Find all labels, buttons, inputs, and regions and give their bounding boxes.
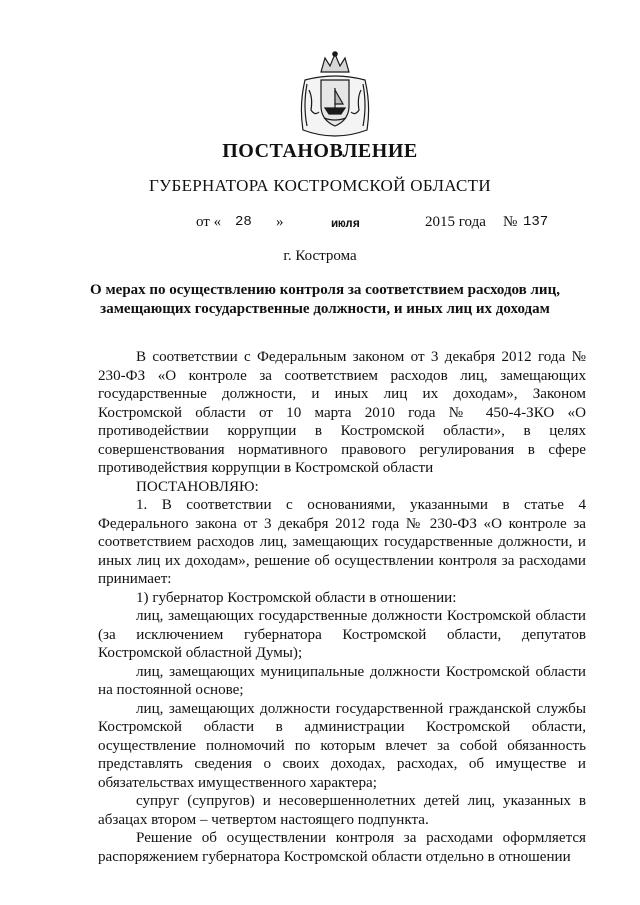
issuer-heading: ГУБЕРНАТОРА КОСТРОМСКОЙ ОБЛАСТИ [149, 176, 491, 195]
body-paragraph: лиц, замещающих государственные должности Костромской области (за исключением губернатора Костромской области, депутатов Костромской областной Думы); [98, 608, 586, 661]
body-paragraph: Решение об осуществлении контроля за расходами оформляется распоряжением губернатора Костромской области отдельно в отношении [98, 830, 586, 865]
date-close-quote: » [276, 214, 284, 230]
body-paragraph: 1) губернатор Костромской области в отношении: [136, 589, 457, 606]
document-title [60, 281, 590, 319]
document-body [98, 348, 586, 866]
body-paragraph: лиц, замещающих должности государственной гражданской службы Костромской области в администрации Костромской области, осуществление полномочий по которым влечет за собой обязанность представлять сведения о своих доходах, расходах, об имуществе и обязательствах имущественного характера; [98, 700, 586, 791]
resolution-keyword: ПОСТАНОВЛЯЮ: [136, 478, 259, 495]
date-day: 28 [235, 214, 252, 230]
city-line: г. Кострома [283, 248, 357, 264]
body-paragraph: В соответствии с Федеральным законом от 3 декабря 2012 года № 230-ФЗ «О контроле за соответствием расходов лиц, замещающих государственные должности, и иных лиц их доходам», Законом Костромской области от 10 марта 2010 года № 450-4-ЗКО «О противодействии коррупции в Костромской области», в целях совершенствования нормативного правового регулирования в сфере противодействия коррупции в Костромской области [98, 349, 586, 476]
date-year: 2015 года [425, 214, 486, 230]
title-line: замещающих государственные должности, и иных лиц их доходам [100, 301, 550, 317]
document-type-heading: ПОСТАНОВЛЕНИЕ [222, 140, 418, 162]
document-number: 137 [523, 214, 549, 230]
body-paragraph: лиц, замещающих муниципальные должности Костромской области на постоянной основе; [98, 663, 586, 698]
date-month: июля [331, 217, 360, 231]
number-sign: № [503, 214, 518, 230]
body-paragraph: супруг (супругов) и несовершеннолетних детей лиц, указанных в абзацах втором – четвертом настоящего подпункта. [98, 793, 586, 828]
title-line: О мерах по осуществлению контроля за соответствием расходов лиц, [90, 282, 560, 298]
coat-of-arms-icon [295, 50, 375, 142]
body-paragraph: 1. В соответствии с основаниями, указанными в статье 4 Федерального закона от 3 декабря 2012 года № 230-ФЗ «О контроле за соответствием расходов лиц, замещающих государственные должности, и иных лиц их доходам», решение об осуществлении контроля за расходами принимает: [98, 497, 586, 587]
date-prefix: от « [196, 214, 222, 230]
